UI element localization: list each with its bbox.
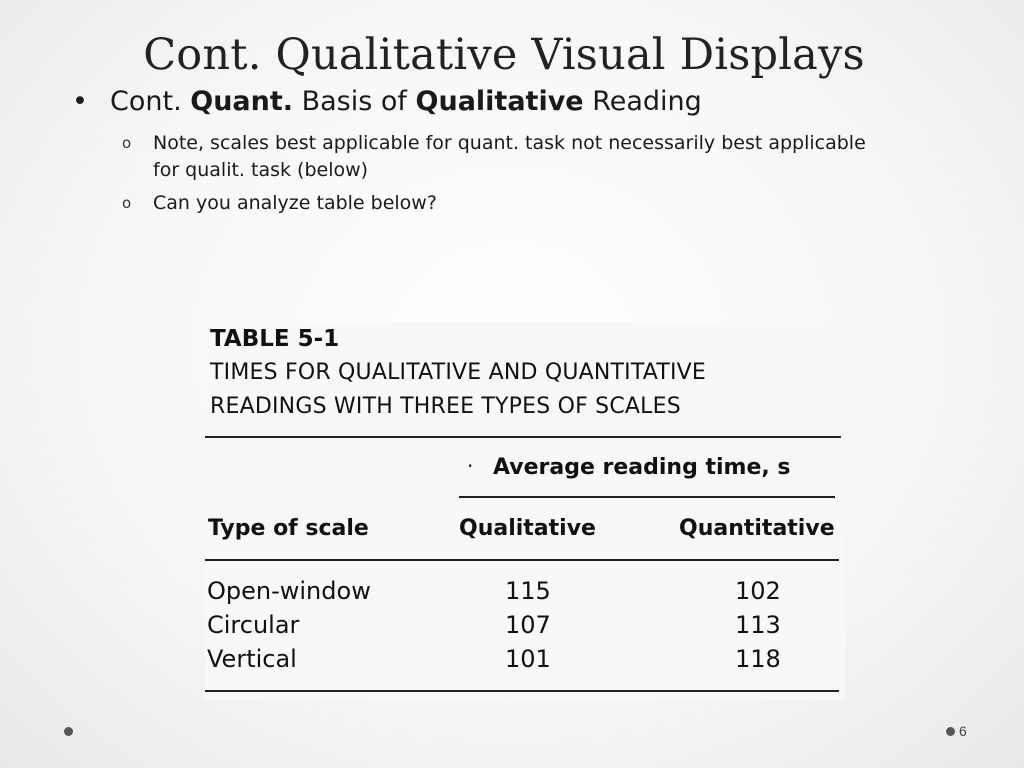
cell-qualitative: 115 (505, 577, 551, 605)
right-dot-ornament (946, 727, 955, 736)
table-image (205, 322, 845, 700)
main-bullet (72, 86, 702, 117)
bullet-mid: Basis of (293, 86, 416, 117)
page-number: 6 (959, 723, 967, 739)
left-dot-ornament (64, 727, 73, 736)
column-header-qualitative: Qualitative (459, 516, 596, 541)
bullet-prefix: Cont. (110, 86, 191, 117)
table-caption-line-2: READINGS WITH THREE TYPES OF SCALES (210, 394, 681, 419)
table-group-rule (459, 496, 835, 498)
table-row (205, 611, 845, 645)
table-number: TABLE 5-1 (210, 326, 340, 352)
cell-scale: Circular (207, 611, 300, 639)
table-caption-line-1: TIMES FOR QUALITATIVE AND QUANTITATIVE (210, 360, 707, 385)
cell-quantitative: 118 (735, 645, 781, 673)
table-top-rule (205, 436, 841, 438)
sub-bullet-marker: o (122, 194, 132, 212)
cell-qualitative: 107 (505, 611, 551, 639)
bullet-suffix: Reading (583, 86, 702, 117)
table-group-mark: · (467, 454, 474, 478)
sub-bullet-text: Can you analyze table below? (153, 192, 437, 214)
table-group-header: Average reading time, s (493, 455, 791, 480)
slide-title: Cont. Qualitative Visual Displays (143, 30, 865, 80)
cell-quantitative: 113 (735, 611, 781, 639)
sub-bullet-text: Note, scales best applicable for quant. task not necessarily best applicable for qualit. task (below) (153, 132, 866, 181)
table-bottom-rule (205, 690, 839, 692)
table-row (205, 577, 845, 611)
table-header-rule (205, 559, 839, 561)
bullet-bold-quant: Quant. (190, 86, 294, 117)
cell-qualitative: 101 (505, 645, 551, 673)
cell-scale: Vertical (207, 645, 297, 673)
bullet-bold-qualitative: Qualitative (415, 86, 584, 117)
column-header-quantitative: Quantitative (679, 516, 835, 541)
cell-quantitative: 102 (735, 577, 781, 605)
cell-scale: Open-window (207, 577, 371, 605)
sub-bullet-marker: o (122, 134, 132, 152)
table-row (205, 645, 845, 679)
column-header-type: Type of scale (208, 516, 369, 541)
bullet-marker: • (72, 86, 88, 117)
